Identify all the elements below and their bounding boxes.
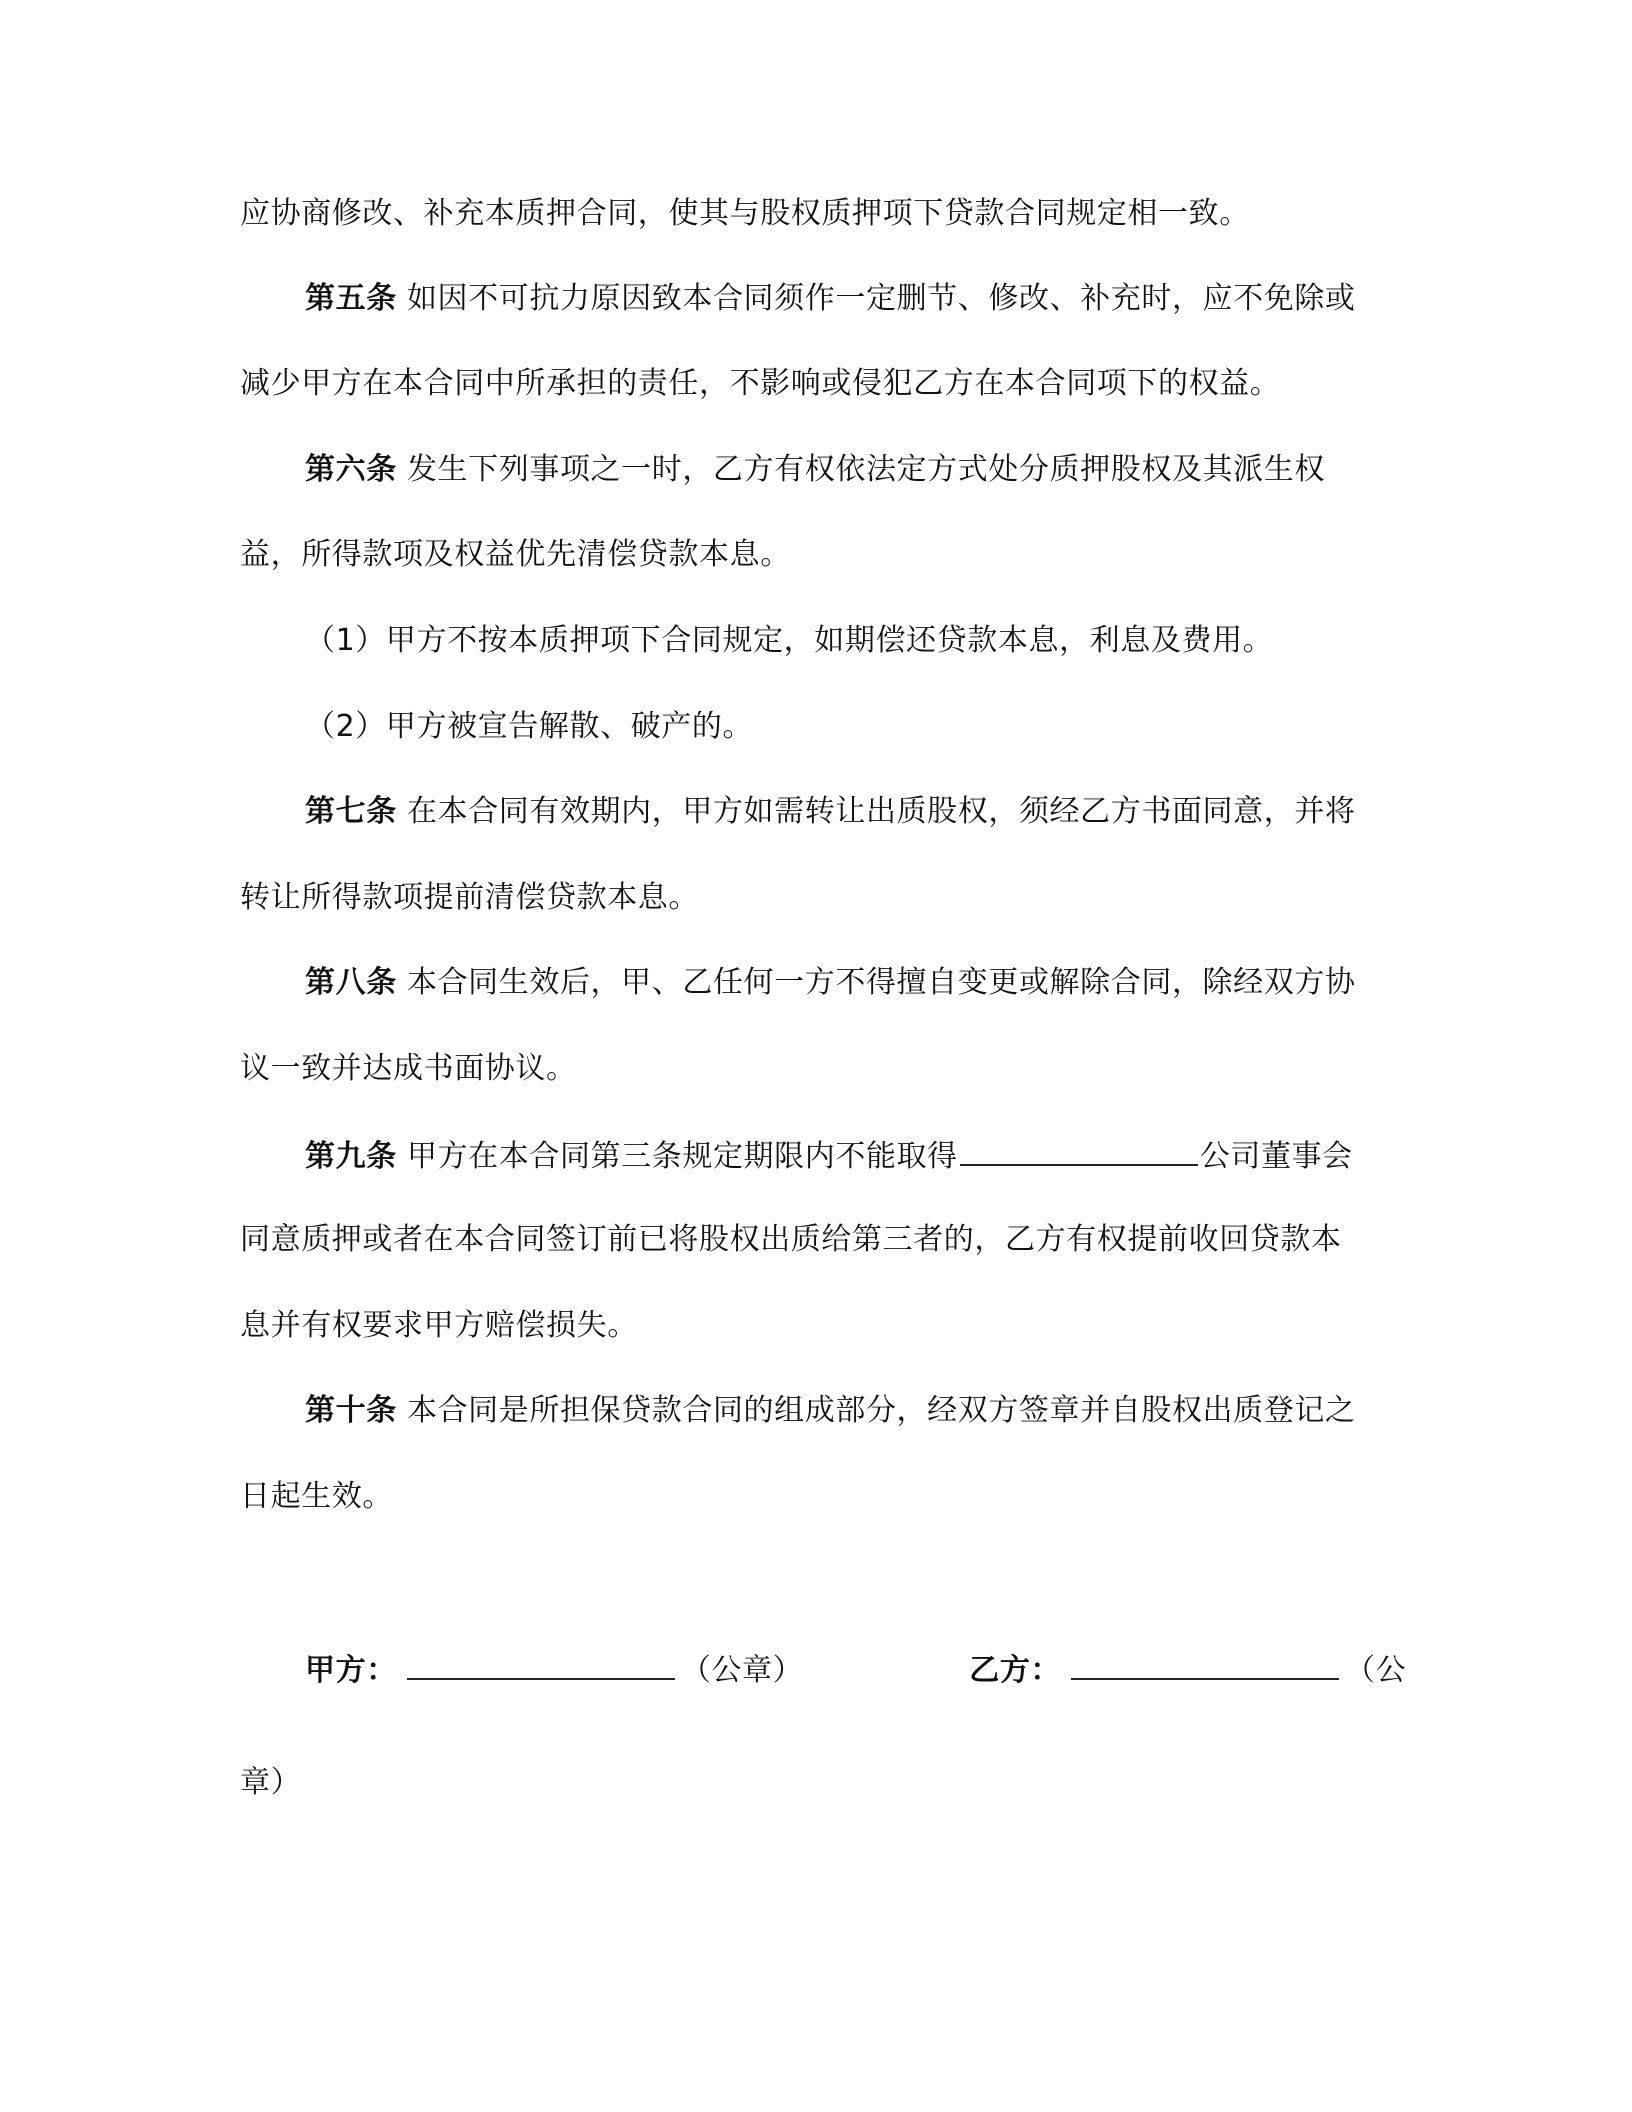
article-label: 第六条 xyxy=(305,452,397,487)
article-seven-line xyxy=(305,792,1465,832)
company-name-blank[interactable] xyxy=(960,1134,1198,1166)
paragraph-line xyxy=(240,194,1400,234)
line-text: 应协商修改、补充本质押合同，使其与股权质押项下贷款合同规定相一致。 xyxy=(240,196,1250,231)
party-b-seal-start: （公 xyxy=(1345,1653,1407,1688)
article-label: 第八条 xyxy=(305,965,397,1000)
line-text: 如因不可抗力原因致本合同须作一定删节、修改、补充时，应不免除或 xyxy=(406,281,1356,316)
line-text: 发生下列事项之一时，乙方有权依法定方式处分质押股权及其派生权 xyxy=(406,452,1325,487)
line-text: 减少甲方在本合同中所承担的责任，不影响或侵犯乙方在本合同项下的权益。 xyxy=(240,366,1281,401)
article-six-line xyxy=(305,450,1465,490)
line-text: 益，所得款项及权益优先清偿贷款本息。 xyxy=(240,537,791,572)
line-text: （1）甲方不按本质押项下合同规定，如期偿还贷款本息，利息及费用。 xyxy=(305,623,1274,658)
article-eight-line xyxy=(305,963,1465,1003)
paragraph-line xyxy=(240,1049,1400,1089)
party-a-label: 甲方： xyxy=(305,1653,397,1688)
line-text: 息并有权要求甲方赔偿损失。 xyxy=(240,1308,638,1343)
list-item-2 xyxy=(305,707,1465,747)
line-text: 本合同生效后，甲、乙任何一方不得擅自变更或解除合同，除经双方协 xyxy=(406,965,1356,1000)
line-text: 转让所得款项提前清偿贷款本息。 xyxy=(240,880,699,915)
paragraph-line xyxy=(240,535,1400,575)
signature-continuation xyxy=(240,1763,1400,1803)
line-text: 甲方在本合同第三条规定期限内不能取得 xyxy=(406,1139,958,1174)
line-text: 日起生效。 xyxy=(240,1479,393,1514)
line-text: 在本合同有效期内，甲方如需转让出质股权，须经乙方书面同意，并将 xyxy=(406,794,1356,829)
article-ten-line xyxy=(305,1391,1465,1431)
article-nine-line xyxy=(305,1134,1465,1177)
list-item-1 xyxy=(305,621,1465,661)
paragraph-line xyxy=(240,878,1400,918)
article-label: 第九条 xyxy=(305,1139,397,1174)
paragraph-line xyxy=(240,1306,1400,1346)
paragraph-line xyxy=(240,1477,1400,1517)
paragraph-line xyxy=(240,364,1400,404)
party-b-label: 乙方： xyxy=(969,1653,1062,1688)
party-b-seal-end: 章） xyxy=(240,1765,302,1800)
line-text: （2）甲方被宣告解散、破产的。 xyxy=(305,709,754,744)
line-text: 同意质押或者在本合同签订前已将股权出质给第三者的，乙方有权提前收回贷款本 xyxy=(240,1222,1342,1257)
article-five-line xyxy=(305,279,1465,319)
article-label: 第七条 xyxy=(305,794,397,829)
line-text: 公司董事会 xyxy=(1199,1139,1353,1174)
signature-line xyxy=(305,1648,1465,1691)
article-label: 第十条 xyxy=(305,1393,397,1428)
paragraph-line xyxy=(240,1220,1400,1260)
article-label: 第五条 xyxy=(305,281,397,316)
line-text: 议一致并达成书面协议。 xyxy=(240,1051,577,1086)
party-b-signature-blank[interactable] xyxy=(1071,1648,1339,1680)
line-text: 本合同是所担保贷款合同的组成部分，经双方签章并自股权出质登记之 xyxy=(406,1393,1356,1428)
party-a-seal: （公章） xyxy=(680,1653,804,1688)
party-a-signature-blank[interactable] xyxy=(407,1648,675,1680)
